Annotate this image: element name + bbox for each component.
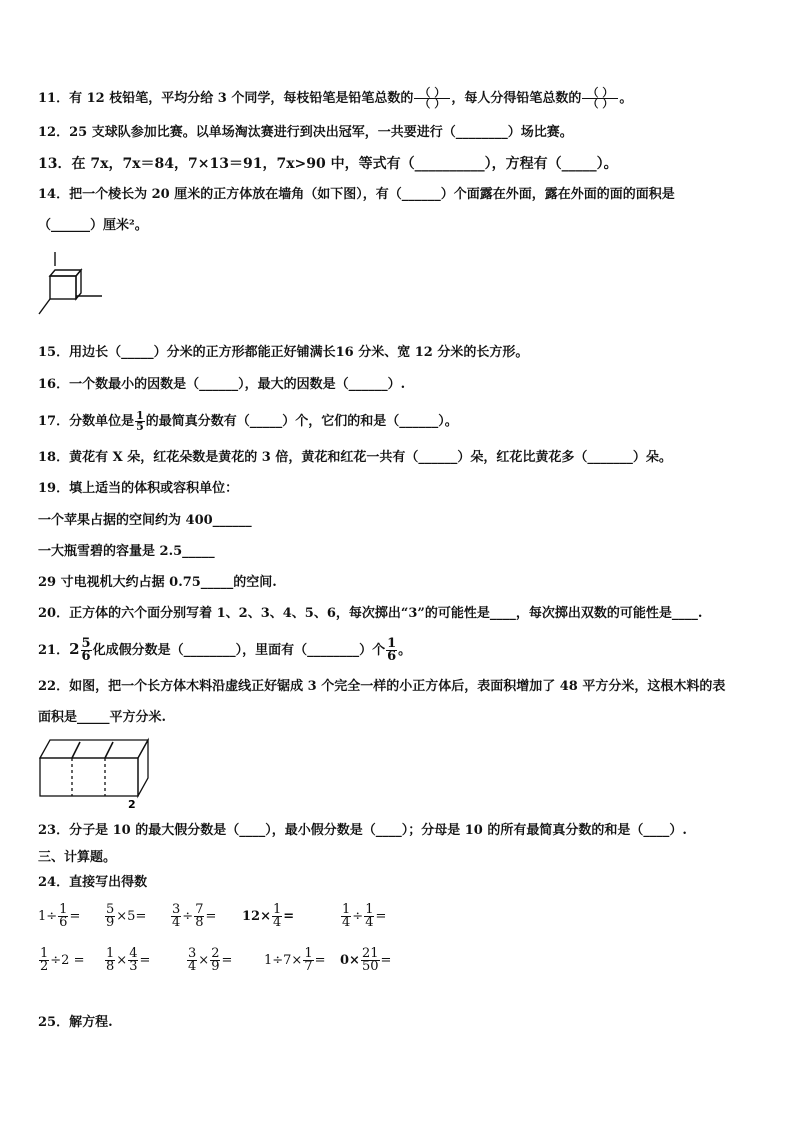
question-24: 24．直接写出得数 [38,875,148,890]
question-21 [38,638,411,663]
calc-item-6: $\frac{1}{2}$ ÷2 = [40,946,85,974]
calc-item-4: 12× $\frac{1}{4}$ = [242,902,295,930]
q21-text-c: 。 [398,643,412,658]
section-3-heading: 三、计算题。 [38,850,117,865]
question-13: 13．在 7x，7x＝84，7×13＝91，7x>90 中，等式有（__________），方程有（_____）。 [38,156,618,172]
q21-whole: 2 [69,640,80,658]
calc-item-10: 0× $\frac{21}{50}$ = [340,946,392,974]
q11-fraction-2: $\frac{( )}{( )}$ [582,88,618,109]
cuboid-dimension-label: 2 [128,798,136,810]
calc-item-9: 1÷7× $\frac{1}{7}$ = [264,946,326,974]
question-14-line-1: 14．把一个棱长为 20 厘米的正方体放在墙角（如下图），有（______）个面露在外面，露在外面的面的面积是 [38,187,675,202]
question-22-line-2: 面积是_____平方分米. [38,710,167,725]
q11-text-c: 。 [619,91,633,106]
q11-fraction-1: $\frac{( )}{( )}$ [414,88,450,109]
cuboid-figure [38,736,158,810]
q11-text-b: ，每人分得铅笔总数的 [451,91,582,106]
question-18: 18．黄花有 X 朵，红花朵数是黄花的 3 倍，黄花和红花一共有（______）朵，红花比黄花多（_______）朵。 [38,450,672,465]
question-23: 23．分子是 10 的最大假分数是（____），最小假分数是（____）；分母是 10 的所有最简真分数的和是（____）. [38,823,687,838]
question-19: 19．填上适当的体积或容积单位： [38,481,239,496]
question-11 [38,88,632,109]
calc-item-5: $\frac{1}{4}$ ÷ $\frac{1}{4}$ = [342,902,387,930]
question-19-item-2: 一大瓶雪碧的容量是 2.5_____ [38,544,215,559]
q21-fraction: $\frac{5}{6}$ [81,636,91,664]
question-17 [38,411,458,432]
question-19-item-1: 一个苹果占据的空间约为 400______ [38,513,252,528]
q21-text-b: 化成假分数是（________），里面有（________）个 [92,643,386,658]
calc-item-2: $\frac{5}{9}$ ×5= [106,902,147,930]
q17-text-b: 的最简真分数有（_____）个，它们的和是（______）。 [145,414,458,429]
calc-item-7: $\frac{1}{8}$ × $\frac{4}{3}$ = [106,946,151,974]
calc-item-3: $\frac{3}{4}$ ÷ $\frac{7}{8}$ = [172,902,217,930]
question-25: 25．解方程. [38,1015,113,1030]
question-12: 12．25 支球队参加比赛。以单场淘汰赛进行到决出冠军，一共要进行（________）场比赛。 [38,125,573,140]
question-19-item-3: 29 寸电视机大约占据 0.75_____的空间. [38,575,277,590]
question-14-line-2: （______）厘米²。 [38,218,148,233]
q17-text-a: 17．分数单位是 [38,414,135,429]
q21-fraction-2: $\frac{1}{6}$ [387,636,397,664]
calc-item-8: $\frac{3}{4}$ × $\frac{2}{9}$ = [188,946,233,974]
question-22-line-1: 22．如图，把一个长方体木料沿虚线正好锯成 3 个完全一样的小正方体后，表面积增加了 48 平方分米，这根木料的表 [38,679,726,694]
question-16: 16．一个数最小的因数是（______），最大的因数是（______）. [38,377,406,392]
calc-item-1: 1÷ $\frac{1}{6}$ = [38,902,81,930]
question-20: 20．正方体的六个面分别写着 1、2、3、4、5、6，每次掷出“3”的可能性是____，每次掷出双数的可能性是____. [38,606,703,621]
cube-in-corner-figure [36,250,106,318]
q21-text-a: 21． [38,643,70,658]
question-15: 15．用边长（_____）分米的正方形都能正好铺满长16 分米、宽 12 分米的长方形。 [38,345,529,360]
q11-text-a: 11．有 12 枝铅笔，平均分给 3 个同学，每枝铅笔是铅笔总数的 [38,91,414,106]
q17-fraction: $\frac{1}{5}$ [136,409,144,433]
